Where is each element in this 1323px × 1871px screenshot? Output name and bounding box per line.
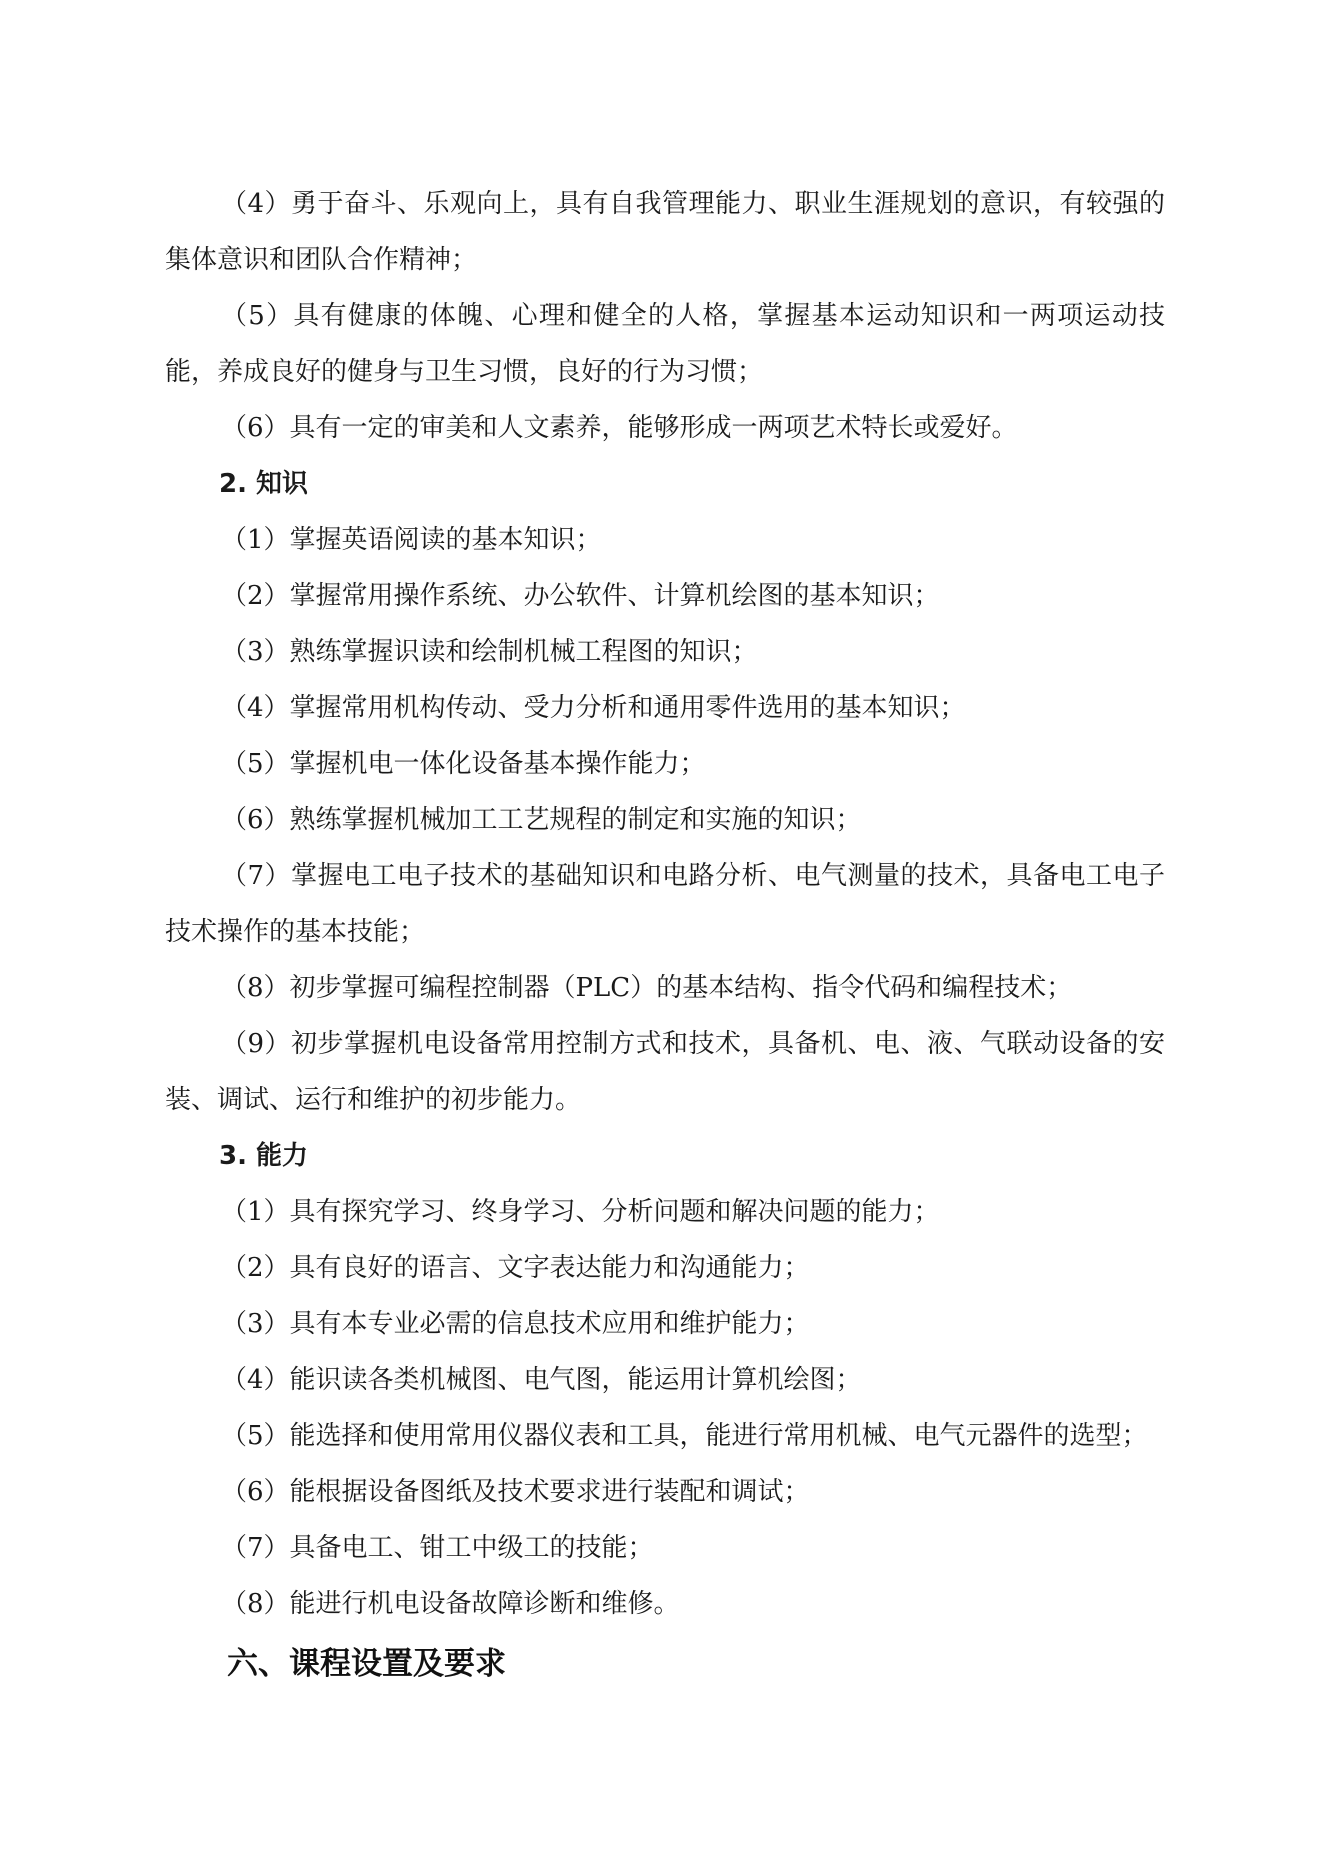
knowledge-item-8: （8）初步掌握可编程控制器（PLC）的基本结构、指令代码和编程技术；	[221, 973, 1073, 1003]
ability-item-3: （3）具有本专业必需的信息技术应用和维护能力；	[221, 1309, 810, 1339]
quality-item-4: （4）勇于奋斗、乐观向上，具有自我管理能力、职业生涯规划的意识，有较强的集体意识和团队合作精神；	[165, 189, 1165, 275]
knowledge-item-5: （5）掌握机电一体化设备基本操作能力；	[221, 749, 706, 779]
ability-item-5: （5）能选择和使用常用仪器仪表和工具，能进行常用机械、电气元器件的选型；	[221, 1421, 1148, 1451]
knowledge-item-1: （1）掌握英语阅读的基本知识；	[221, 525, 602, 555]
ability-item-2: （2）具有良好的语言、文字表达能力和沟通能力；	[221, 1253, 810, 1283]
knowledge-item-7: （7）掌握电工电子技术的基础知识和电路分析、电气测量的技术，具备电工电子技术操作的基本技能；	[165, 861, 1165, 947]
page-content	[165, 176, 1165, 1694]
knowledge-item-9: （9）初步掌握机电设备常用控制方式和技术，具备机、电、液、气联动设备的安装、调试、运行和维护的初步能力。	[165, 1029, 1165, 1115]
ability-item-8: （8）能进行机电设备故障诊断和维修。	[221, 1589, 680, 1619]
knowledge-item-6: （6）熟练掌握机械加工工艺规程的制定和实施的知识；	[221, 805, 862, 835]
ability-item-4: （4）能识读各类机械图、电气图，能运用计算机绘图；	[221, 1365, 862, 1395]
knowledge-heading: 2. 知识	[219, 469, 309, 499]
ability-item-7: （7）具备电工、钳工中级工的技能；	[221, 1533, 654, 1563]
knowledge-item-4: （4）掌握常用机构传动、受力分析和通用零件选用的基本知识；	[221, 693, 966, 723]
chapter-title: 六、课程设置及要求	[227, 1646, 506, 1682]
ability-heading: 3. 能力	[219, 1141, 309, 1171]
knowledge-item-2: （2）掌握常用操作系统、办公软件、计算机绘图的基本知识；	[221, 581, 940, 611]
ability-item-1: （1）具有探究学习、终身学习、分析问题和解决问题的能力；	[221, 1197, 940, 1227]
quality-item-6: （6）具有一定的审美和人文素养，能够形成一两项艺术特长或爱好。	[221, 413, 1018, 443]
quality-item-5: （5）具有健康的体魄、心理和健全的人格，掌握基本运动知识和一两项运动技能，养成良好的健身与卫生习惯，良好的行为习惯；	[165, 301, 1165, 387]
knowledge-item-3: （3）熟练掌握识读和绘制机械工程图的知识；	[221, 637, 758, 667]
ability-item-6: （6）能根据设备图纸及技术要求进行装配和调试；	[221, 1477, 810, 1507]
